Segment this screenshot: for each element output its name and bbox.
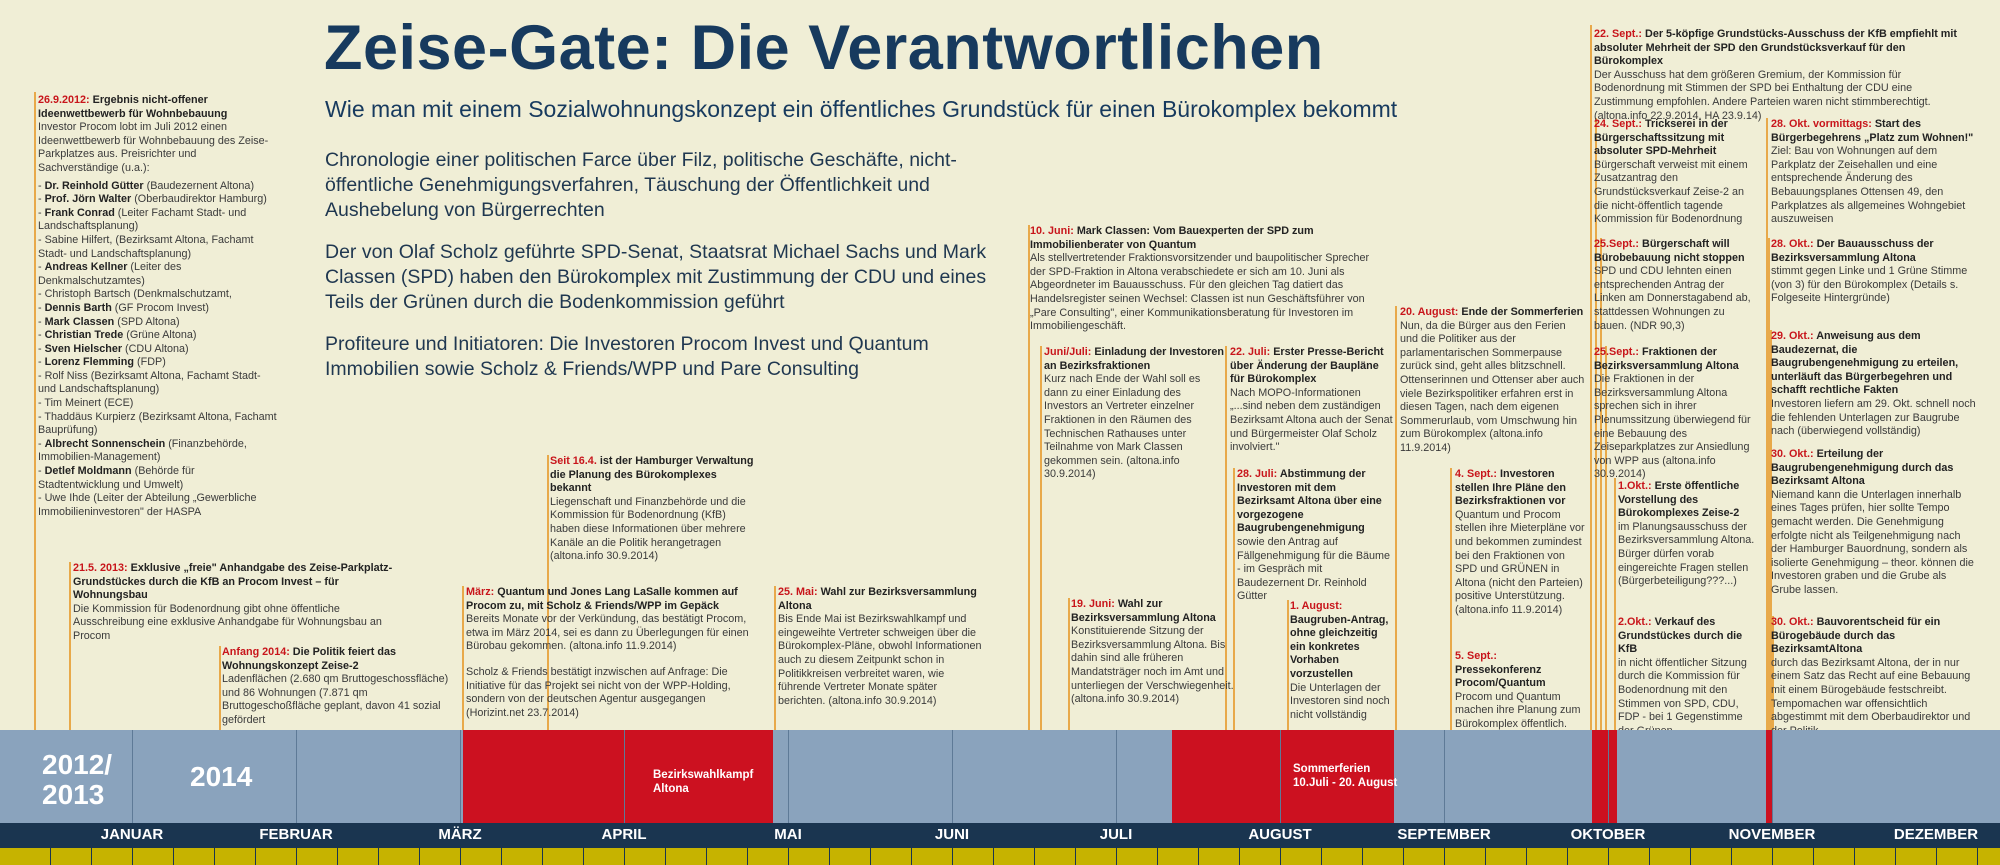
year-label-2014: 2014 — [190, 761, 253, 792]
event-date: 5. Sept.: — [1455, 650, 1497, 662]
event-note — [778, 586, 983, 708]
jury-member-role: (CDU Altona) — [122, 342, 189, 355]
event-body: Quantum und Procom stellen ihre Mieterpläne vor und bekommen zumindest bei den Fraktionen von SPD und GRÜNEN in Altona (nicht den Parteien) positive Unterstützung. (altona.info 11.9.2014) — [1455, 508, 1585, 616]
event-title: Fraktionen der Bezirksversammlung Altona — [1594, 346, 1739, 372]
jury-member — [38, 288, 278, 302]
month-label: SEPTEMBER — [1397, 826, 1491, 843]
event-note — [1030, 225, 1385, 334]
jury-member-role: (Bezirksamt Altona, Fachamt Bauprüfung) — [38, 410, 277, 437]
event-title: Anweisung aus dem Baudezernat, die Baugrubengenehmigung zu erteilen, unterläuft das Bürgerbegehren und schafft rechtliche Fakten — [1771, 330, 1959, 397]
ruler-tick — [788, 848, 789, 865]
jury-member — [38, 343, 278, 357]
event-note — [1455, 650, 1585, 732]
event-date: 21.5. 2013: — [73, 562, 131, 574]
event-note — [1071, 598, 1236, 707]
event-body: Bürgerschaft verweist mit einem Zusatzantrag den Grundstücksverkauf Zeise-2 an die nicht-öffentlich tagende Kommission für Bodenordnung — [1594, 158, 1748, 226]
event-note — [1594, 118, 1759, 227]
event-note — [1771, 118, 1976, 227]
ruler-tick — [1075, 848, 1076, 865]
jury-member-role: (Oberbaudirektor Hamburg) — [131, 193, 267, 206]
event-title: Der Bauausschuss der Bezirksversammlung Altona — [1771, 238, 1934, 264]
event-date: März: — [466, 586, 498, 598]
summer-label: Sommerferien 10.Juli - 20. August — [1293, 763, 1398, 789]
jury-member-role: (Baudezernent Altona) — [143, 179, 255, 192]
event-heading — [1030, 225, 1385, 252]
month-label: DEZEMBER — [1893, 826, 1979, 843]
event-title: Start des Bürgerbegehrens „Platz zum Wohnen!" — [1771, 118, 1974, 144]
event-title: Bürgerschaft will Bürobebauung nicht stoppen — [1594, 238, 1745, 264]
event-heading — [1455, 650, 1585, 691]
event-body: SPD und CDU lehnten einen entsprechenden Antrag der Linken am Donnerstagabend ab, stattdessen Wohnungen zu bauen. (NDR 90,3) — [1594, 265, 1751, 332]
ruler-tick — [747, 848, 748, 865]
event-heading — [222, 646, 452, 673]
event-heading — [1771, 118, 1976, 145]
jury-member-role: (FDP) — [134, 356, 166, 369]
jury-member-role: (SPD Altona) — [114, 315, 180, 328]
event-heading — [1455, 468, 1585, 509]
jury-member — [38, 261, 278, 288]
event-body: Der Ausschuss hat dem größeren Gremium, der Kommission für Bodenordnung mit Stimmen der SPD bei Enthaltung der CDU eine Zustimmung empfohlen. Andere Parteien waren nicht stimmberechtigt. (altona.info 22.9.2014, HA 23.9.14) — [1594, 68, 1931, 122]
event-note — [1771, 238, 1976, 306]
ruler-tick — [1895, 848, 1896, 865]
event-note — [1618, 616, 1758, 738]
ruler-tick — [993, 848, 994, 865]
event-heading — [1230, 346, 1395, 387]
jury-member — [38, 234, 278, 261]
jury-member-name: Lorenz Flemming — [44, 356, 134, 369]
event-body: Als stellvertretender Fraktionsvorsitzender und baupolitischer Sprecher der SPD-Fraktion in Altona verabschiedete er sich am 10. Juni als Abgeordneter im Bauausschuss. Für den gleichen Tag datiert das Handelsregister seinen Wechsel: Classen ist nun Geschäftsführer von „Pare Consulting", einer Kommunikationsberatung für Investoren im Immobiliengeschäft. — [1030, 252, 1370, 333]
ruler-tick — [1977, 848, 1978, 865]
jury-member-name: Sven Hielscher — [44, 342, 123, 355]
event-note — [1044, 346, 1224, 482]
jury-member-name: Sabine Hilfert, — [44, 233, 113, 246]
ruler-tick — [665, 848, 666, 865]
ruler-tick — [583, 848, 584, 865]
month-label: OKTOBER — [1570, 826, 1646, 843]
event-date: 4. Sept.: — [1455, 468, 1500, 480]
year-label-2012-2013: 2012/ 2013 — [42, 749, 113, 810]
jury-member — [38, 438, 278, 465]
event-title: Quantum und Jones Lang LaSalle kommen auf Procom zu, mit Scholz & Friends/WPP im Gepäck — [466, 586, 738, 612]
jury-member — [38, 302, 278, 316]
event-heading — [550, 455, 755, 496]
event-body: Bis Ende Mai ist Bezirkswahlkampf und eingeweihte Vertreter schweigen über die Bürokomplex-Pläne, obwohl Informationen auch zu diesem Zeitpunkt schon in Politikkreisen verbreitet waren, wie führende Vertreter Monate später berichten. (altona.info 30.9.2014) — [778, 613, 982, 707]
event-date: Seit 16.4. — [550, 455, 600, 467]
event-body: Procom und Quantum machen ihre Planung zum Bürokomplex öffentlich. — [1455, 690, 1581, 730]
event-heading — [1618, 616, 1758, 657]
event-heading — [1771, 238, 1976, 265]
jury-member — [38, 180, 278, 194]
event-heading — [73, 562, 403, 603]
event-title: Investoren stellen Ihre Pläne den Bezirksfraktionen vor — [1455, 468, 1567, 508]
event-title: ist der Hamburger Verwaltung die Planung des Bürokomplexes bekannt — [550, 455, 754, 495]
event-heading — [466, 586, 766, 613]
ruler-tick — [1403, 848, 1404, 865]
jury-member-role: (Grüne Altona) — [123, 329, 197, 342]
ruler-tick — [911, 848, 912, 865]
jury-member — [38, 207, 278, 234]
ruler-tick — [1731, 848, 1732, 865]
jury-member — [38, 329, 278, 343]
jury-member — [38, 492, 278, 519]
ruler-tick — [419, 848, 420, 865]
event-date: 30. Okt.: — [1771, 448, 1817, 460]
ruler-tick — [1772, 848, 1773, 865]
event-heading — [1594, 346, 1759, 373]
event-date: 25. Mai: — [778, 586, 821, 598]
event-date: 24. Sept.: — [1594, 118, 1646, 130]
ruler-tick — [1157, 848, 1158, 865]
event-body: Kurz nach Ende der Wahl soll es dann zu einer Einladung des Investors an Vertreter einzelner Fraktionen in den Räumen des Technischen Rathauses unter Teilnahme von Mark Classen gekommen sein. (altona.info 30.9.2014) — [1044, 373, 1201, 481]
event-body: Ziel: Bau von Wohnungen auf dem Parkplatz der Zeisehallen und eine entsprechende Änderung des Bebauungsplanes Ottensen 49, den Parkplatzes als allgemeines Wohngebiet auszuweisen — [1771, 145, 1966, 226]
event-title: Erste öffentliche Vorstellung des Bürokomplexes Zeise-2 — [1618, 480, 1740, 520]
event-heading — [1400, 306, 1585, 320]
jury-member — [38, 356, 278, 370]
month-label: MÄRZ — [438, 826, 482, 843]
ruler-tick — [91, 848, 92, 865]
ruler-tick — [952, 848, 953, 865]
event-title: Abstimmung der Investoren mit dem Bezirksamt Altona über eine vorgezogene Baugrubengenehmigung — [1237, 468, 1382, 535]
jury-list — [38, 180, 278, 520]
jury-member — [38, 316, 278, 330]
jury-member-role: (Denkmalschutzamt, — [130, 288, 232, 301]
jury-member-role: (Leiter der Abteilung „Gewerbliche Immobilieninvestoren" der HASPA — [38, 492, 257, 518]
ruler-tick — [1567, 848, 1568, 865]
jury-member-role: (Leiter Fachamt Stadt- und Landschaftsplanung) — [38, 206, 247, 233]
event-title: Mark Classen: Vom Bauexperten der SPD zum Immobilienberater von Quantum — [1030, 225, 1314, 251]
event-date: 22. Juli: — [1230, 346, 1274, 358]
event-date: Juni/Juli: — [1044, 346, 1095, 358]
event-body: im Planungsausschuss der Bezirksversammlung Altona. Bürger dürfen vorab eingereichte Fragen stellen (Bürgerbeteiligung???...) — [1618, 520, 1755, 588]
ruler-tick — [1198, 848, 1199, 865]
month-label: APRIL — [601, 826, 647, 843]
jury-member-role: (ECE) — [101, 397, 134, 410]
event-heading — [1771, 448, 1976, 489]
jury-head: Ergebnis nicht-offener Ideenwettbewerb für Wohnbebauung — [38, 94, 228, 120]
jury-note — [38, 94, 278, 519]
month-label: JANUAR — [100, 826, 164, 843]
ruler-tick — [706, 848, 707, 865]
jury-member-role: (Behörde für Stadtentwicklung und Umwelt) — [38, 465, 195, 491]
jury-member — [38, 411, 278, 438]
event-body: durch das Bezirksamt Altona, der in nur einem Satz das Recht auf eine Bebauung mit einem Bürogebäude festschreibt. Tempomachen war offensichtlich abgestimmt mit dem Oberbaudirektor und — [1771, 656, 1971, 724]
intro-profiteers: Profiteure und Initiatoren: Die Investoren Procom Invest und Quantum Immobilien sowie Scholz & Friends/WPP und Pare Consulting — [325, 333, 929, 380]
jury-member-name: Rolf Niss — [44, 369, 88, 382]
event-heading — [1237, 468, 1392, 536]
ruler-tick — [132, 848, 133, 865]
event-heading — [1071, 598, 1236, 625]
event-note — [1290, 600, 1390, 722]
ruler-tick — [1936, 848, 1937, 865]
ruler-tick — [1526, 848, 1527, 865]
event-title: Bauvorentscheid für ein Bürogebäude durch das BezirksamtAltona — [1771, 616, 1941, 656]
event-date: 10. Juni: — [1030, 225, 1077, 237]
timeline-band — [0, 730, 2000, 825]
event-note — [1230, 346, 1395, 455]
jury-member-name: Thaddäus Kurpierz — [44, 410, 136, 423]
event-note — [222, 646, 452, 728]
jury-member-role: (Bezirksamt Altona, Fachamt Stadt- und Landschaftsplanung) — [38, 369, 261, 396]
page-title: Zeise-Gate: Die Verantwortlichen — [324, 13, 1324, 83]
event-title: Wahl zur Bezirksversammlung Altona — [778, 586, 977, 612]
ruler-tick — [1649, 848, 1650, 865]
ruler-tick — [1608, 848, 1609, 865]
event-note — [1594, 238, 1759, 333]
ruler-tick — [501, 848, 502, 865]
jury-member-name: Frank Conrad — [44, 206, 115, 219]
jury-member — [38, 370, 278, 397]
ruler-tick — [1813, 848, 1814, 865]
intro-chronology: Chronologie einer politischen Farce über Filz, politische Geschäfte, nicht-öffentliche Genehmigungsverfahren, Täuschung der Öffentlichkeit und Aushebelung von Bürgerrechten — [325, 149, 957, 221]
event-date: 22. Sept.: — [1594, 28, 1646, 40]
event-date: 1. August: — [1290, 600, 1343, 612]
event-note — [1618, 480, 1758, 589]
ruler-tick — [829, 848, 830, 865]
jury-member-name: Dr. Reinhold Gütter — [44, 179, 144, 192]
event-note — [73, 562, 403, 644]
event-body: Nach MOPO-Informationen „...sind neben dem zuständigen Bezirksamt Altona auch der Senat und Bürgermeister Olaf Scholz involviert." — [1230, 386, 1393, 454]
event-date: 19. Juni: — [1071, 598, 1118, 610]
jury-member-name: Albrecht Sonnenschein — [44, 437, 166, 450]
jury-member-role: (GF Procom Invest) — [111, 301, 210, 314]
event-heading — [1594, 28, 1969, 69]
event-date: 28. Juli: — [1237, 468, 1280, 480]
ruler-tick — [1485, 848, 1486, 865]
event-body: Scholz & Friends bestätigt inzwischen auf Anfrage: Die Initiative für das Projekt sei nicht von der WPP-Holding, sondern von der deutschen Agentur ausgegangen (Horizint.net 23.7.2014) — [466, 665, 731, 719]
jury-member-name: Uwe Ihde — [44, 492, 91, 505]
month-label: NOVEMBER — [1728, 826, 1816, 843]
event-note — [1594, 28, 1969, 123]
event-note — [1237, 468, 1392, 604]
event-date: 29. Okt.: — [1771, 330, 1817, 342]
month-label: MAI — [774, 826, 802, 843]
month-ruler — [0, 848, 2000, 865]
event-body: sowie den Antrag auf Fällgenehmigung für die Bäume - im Gespräch mit Baudezernent Dr. Reinhold Gütter — [1237, 535, 1391, 603]
event-heading — [778, 586, 983, 613]
event-title: Ende der Sommerferien — [1461, 306, 1584, 318]
jury-member — [38, 193, 278, 207]
ruler-tick — [460, 848, 461, 865]
jury-member-name: Tim Meinert — [44, 397, 101, 410]
event-body: stimmt gegen Linke und 1 Grüne Stimme (von 3) für den Bürokomplex (Details s. Folgeseite Hintergründe) — [1771, 265, 1968, 305]
event-heading — [1594, 118, 1759, 159]
event-heading — [1771, 330, 1976, 398]
event-date: 2.Okt.: — [1618, 616, 1655, 628]
event-heading — [1771, 616, 1976, 657]
event-heading — [1044, 346, 1224, 373]
campaign-label: Bezirkswahlkampf Altona — [653, 769, 754, 795]
event-body: Liegenschaft und Finanzbehörde und die Kommission für Bodenordnung (KfB) haben diese Informationen über mehrere Kanäle an die Politik herangetragen (altona.info 30.9.2014) — [550, 495, 746, 563]
event-title: Erster Presse-Bericht über Änderung der Baupläne für Bürokomplex — [1230, 346, 1384, 386]
ruler-tick — [255, 848, 256, 865]
jury-member-name: Christian Trede — [44, 329, 124, 342]
event-body: Die Fraktionen in der Bezirksversammlung Altona sprechen sich in ihrer Plenumssitzung überwiegend für eine Bebauung des Zeiseparkplatzes zur Ansiedlung von WPP aus (altona.info 30.9.2014) — [1594, 373, 1751, 481]
event-note — [550, 455, 755, 564]
event-date: 1.Okt.: — [1618, 480, 1655, 492]
ruler-tick — [296, 848, 297, 865]
event-body: Nun, da die Bürger aus den Ferien und die Politiker aus der parlamentarischen Sommerpause zurück sind, geht alles blitzschnell. Ottenserinnen und Ottenser aber auch viele Bezirkspolitiker erfahren erst in diesen Tagen, nach dem eigenen Sommerurlaub, vom Umschwung hin zum Bürokomplex (altona.info 11.9.2014) — [1400, 319, 1585, 454]
event-body: in nicht öffentlicher Sitzung durch die Kommission für Bodenordnung mit den Stimmen von SPD, CDU, FDP - bei 1 Gegenstimme — [1618, 656, 1747, 724]
ruler-tick — [50, 848, 51, 865]
event-date: 20. August: — [1400, 306, 1462, 318]
jury-member-name: Prof. Jörn Walter — [44, 193, 132, 206]
event-note — [1400, 306, 1585, 456]
ruler-tick — [214, 848, 215, 865]
month-label: FEBRUAR — [259, 826, 333, 843]
jury-member-role: (Bezirksamt Altona, Fachamt Stadt- und Landschaftsplanung) — [38, 233, 254, 260]
ruler-tick — [542, 848, 543, 865]
ruler-tick — [1239, 848, 1240, 865]
month-label: JULI — [1099, 826, 1133, 843]
jury-member — [38, 397, 278, 411]
jury-member-name: Mark Classen — [44, 315, 115, 328]
jury-member-name: Dennis Barth — [44, 301, 112, 314]
jury-member-name: Christoph Bartsch — [44, 288, 131, 301]
intro-responsible: Der von Olaf Scholz geführte SPD-Senat, Staatsrat Michael Sachs und Mark Classen (SPD) haben den Bürokomplex mit Zustimmung der CDU und eines Teils der Grünen durch die Bodenkommission geführt — [325, 241, 987, 313]
jury-member — [38, 465, 278, 492]
event-title: Baugruben-Antrag, ohne gleichzeitig ein konkretes Vorhaben vorzustellen — [1290, 613, 1389, 680]
event-note — [466, 586, 766, 720]
event-heading — [1594, 238, 1759, 265]
event-date: 25.Sept.: — [1594, 238, 1643, 250]
jury-member-role: (Leiter des Denkmalschutzamtes) — [38, 261, 182, 287]
event-body: Konstituierende Sitzung der Bezirksversammlung Altona. Bis dahin sind alle früheren Mandatsträger noch im Amt und unterliegen der Verschwiegenheit. (altona.info 30.9.2014) — [1071, 625, 1234, 706]
event-title: Exklusive „freie" Anhandgabe des Zeise-Parkplatz-Grundstückes durch die KfB an Procom Invest – für Wohnungsbau — [73, 562, 393, 602]
ruler-tick — [1321, 848, 1322, 865]
ruler-tick — [378, 848, 379, 865]
ruler-tick — [1362, 848, 1363, 865]
event-title: Pressekonferenz Procom/Quantum — [1455, 663, 1546, 690]
event-title: Einladung der Investoren an Bezirksfraktionen — [1044, 346, 1224, 372]
event-date: Anfang 2014: — [222, 646, 293, 658]
event-body: Investoren liefern am 29. Okt. schnell noch die fehlenden Unterlagen zur Baugrube nach (überwiegend vollständig) — [1771, 397, 1976, 438]
event-body: Bereits Monate vor der Verkündung, das bestätigt Procom, etwa im März 2014, sei es dann zu Überlegungen für einen Bürobau gekommen. (altona.info 11.9.2014) — [466, 613, 749, 653]
page-subtitle: Wie man mit einem Sozialwohnungskonzept ein öffentliches Grundstück für einen Bürokomplex bekommt — [325, 96, 1398, 122]
event-body: Niemand kann die Unterlagen innerhalb eines Tages prüfen, hier sollte Tempo gemacht werden. Die Genehmigung erfolgte nicht als Teilgenehmigung nach der Hamburger Bauordnung, sondern als isolierte Genehmigung – theor. können die Investoren graben und die Grube als Grube lassen. — [1771, 488, 1974, 596]
ruler-tick — [1854, 848, 1855, 865]
jury-member-name: Detlef Moldmann — [44, 465, 132, 478]
ruler-tick — [1034, 848, 1035, 865]
event-body: Die Kommission für Bodenordnung gibt ohne öffentliche Ausschreibung eine exklusive Anhandgabe für Wohnungsbau an Procom — [73, 602, 382, 642]
ruler-tick — [870, 848, 871, 865]
jury-member-name: Andreas Kellner — [44, 261, 128, 274]
event-note — [1771, 616, 1976, 738]
event-note — [1771, 448, 1976, 598]
event-title: Trickserei in der Bürgerschaftssitzung mit absoluter SPD-Mehrheit — [1594, 118, 1728, 158]
jury-member-role: (Finanzbehörde, Immobilien-Management) — [38, 437, 247, 464]
ruler-tick — [1444, 848, 1445, 865]
event-date: 28. Okt.: — [1771, 238, 1817, 250]
event-note — [1455, 468, 1585, 618]
event-body: Die Unterlagen der Investoren sind noch nicht vollständig — [1290, 681, 1390, 721]
ruler-tick — [337, 848, 338, 865]
event-date: 25.Sept.: — [1594, 346, 1643, 358]
ruler-tick — [624, 848, 625, 865]
month-label: JUNI — [934, 826, 970, 843]
ruler-tick — [1116, 848, 1117, 865]
ruler-tick — [1690, 848, 1691, 865]
event-heading — [1290, 600, 1390, 682]
ruler-tick — [1280, 848, 1281, 865]
event-title: Erteilung der Baugrubengenehmigung durch das Bezirksamt Altona — [1771, 448, 1954, 488]
event-title: Die Politik feiert das Wohnungskonzept Zeise-2 — [222, 646, 396, 672]
event-date: 30. Okt.: — [1771, 616, 1817, 628]
event-body: Ladenflächen (2.680 qm Bruttogeschossfläche) und 86 Wohnungen (7.871 qm Bruttogeschoßfläche geplant, davon 41 sozial gefördert — [222, 673, 449, 726]
september-highlight — [1592, 730, 1617, 825]
event-note — [1771, 330, 1976, 439]
jury-body: Investor Procom lobt im Juli 2012 einen Ideenwettbewerb für Wohnbebauung des Zeise-Parkplatzes aus. Preisrichter und Sachverständige (u.a.): — [38, 121, 269, 174]
event-title: Verkauf des Grundstückes durch die KfB — [1618, 616, 1743, 656]
jury-date: 26.9.2012: — [38, 94, 90, 106]
event-note — [1594, 346, 1759, 482]
event-heading — [1618, 480, 1758, 521]
event-title: Wahl zur Bezirksversammlung Altona — [1071, 598, 1216, 624]
ruler-tick — [173, 848, 174, 865]
event-title: Der 5-köpfige Grundstücks-Ausschuss der KfB empfiehlt mit absoluter Mehrheit der SPD den Grundstücksverkauf für den Bürokomplex — [1594, 28, 1957, 68]
event-date: 28. Okt. vormittags: — [1771, 118, 1875, 130]
month-label: AUGUST — [1248, 826, 1312, 843]
